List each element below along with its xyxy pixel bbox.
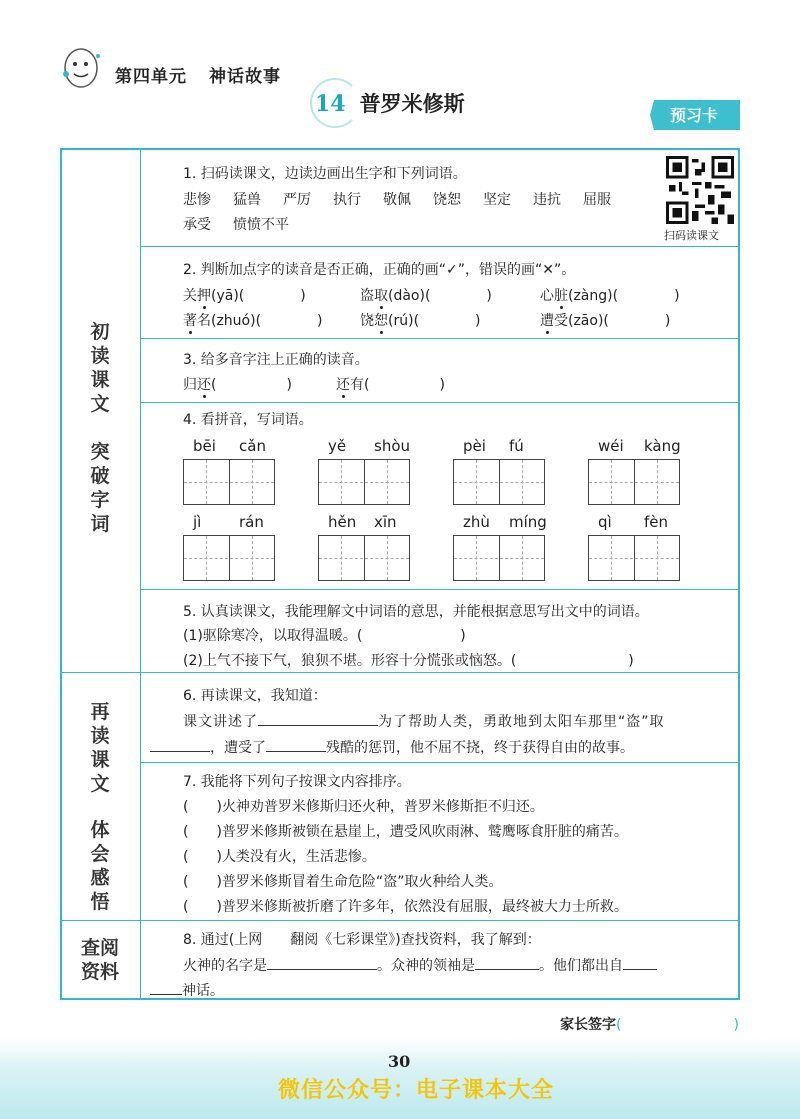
lesson-number: 14 xyxy=(315,91,346,117)
q3-item-1: 归还( ) xyxy=(183,377,292,393)
divider xyxy=(140,589,740,590)
pinyin-label: cǎn xyxy=(239,437,266,455)
q2-item-4: 著名(zhuó)( ) xyxy=(183,313,323,329)
pinyin-label: jì xyxy=(193,513,202,531)
tianzige-grid[interactable] xyxy=(318,459,410,505)
preview-card-label: 预习卡 xyxy=(670,106,719,125)
pinyin-label: bēi xyxy=(193,437,216,455)
word: 承受 xyxy=(183,217,211,233)
q2-item-3: 心脏(zàng)( ) xyxy=(540,288,680,304)
word: 执行 xyxy=(333,192,361,208)
pinyin-label: míng xyxy=(509,513,547,531)
word: 坚定 xyxy=(483,192,511,208)
q8-line-1: 火神的名字是 。众神的领袖是 。他们都出自 xyxy=(183,955,657,976)
q7-item: ( )火神劝普罗米修斯归还火种，普罗米修斯拒不归还。 xyxy=(183,799,544,815)
divider xyxy=(60,672,740,673)
q7-item: ( )普罗米修斯被折磨了许多年，依然没有屈服，最终被大力士所救。 xyxy=(183,899,628,915)
wechat-watermark: 微信公众号：电子课本大全 xyxy=(278,1078,555,1103)
tianzige-grid[interactable] xyxy=(183,535,275,581)
pinyin-label: yě xyxy=(328,437,347,455)
pinyin-label: zhù xyxy=(463,513,490,531)
word: 严厉 xyxy=(283,192,311,208)
q3-prompt: 3. 给多音字注上正确的读音。 xyxy=(183,352,369,368)
section-label-research: 查阅 资料 xyxy=(80,937,119,983)
pinyin-label: fú xyxy=(509,437,524,455)
q4-prompt: 4. 看拼音，写词语。 xyxy=(183,412,313,428)
q6-line-1: 课文讲述了 为了帮助人类，勇敢地到太阳车那里“盗”取 xyxy=(183,711,665,732)
parent-signature: 家长签字( ) xyxy=(560,1017,739,1033)
divider xyxy=(140,246,740,247)
q6-line-2: ，遭受了 残酷的惩罚，他不屈不挠，终于获得自由的故事。 xyxy=(150,737,634,758)
qr-code-icon[interactable] xyxy=(666,156,734,224)
q7-item: ( )人类没有火，生活悲惨。 xyxy=(183,849,376,865)
divider xyxy=(140,402,740,403)
page-number: 30 xyxy=(388,1052,411,1071)
pinyin-label: rán xyxy=(239,513,264,531)
divider xyxy=(140,762,740,763)
tianzige-grid[interactable] xyxy=(588,535,680,581)
q1-words-row2 xyxy=(183,215,311,235)
tianzige-grid[interactable] xyxy=(453,459,545,505)
theme-label: 神话故事 xyxy=(209,67,281,87)
q7-item: ( )普罗米修斯冒着生命危险“盗”取火种给人类。 xyxy=(183,874,503,890)
word: 愤愤不平 xyxy=(233,217,289,233)
q1-prompt: 1. 扫码读课文，边读边画出生字和下列词语。 xyxy=(183,166,467,182)
tianzige-grid[interactable] xyxy=(318,535,410,581)
q2-item-6: 遭受(zāo)( ) xyxy=(540,313,671,329)
pinyin-label: fèn xyxy=(644,513,669,531)
q2-prompt: 2. 判断加点字的读音是否正确，正确的画“✓”，错误的画“✕”。 xyxy=(183,262,576,278)
tianzige-grid[interactable] xyxy=(453,535,545,581)
q2-item-5: 饶恕(rú)( ) xyxy=(360,313,481,329)
lesson-title xyxy=(315,88,465,118)
tianzige-grid[interactable] xyxy=(588,459,680,505)
mascot-icon xyxy=(58,44,104,92)
q7-item: ( )普罗米修斯被锁在悬崖上，遭受风吹雨淋、鹫鹰啄食肝脏的痛苦。 xyxy=(183,824,628,840)
word: 敬佩 xyxy=(383,192,411,208)
q5-line-1: (1)驱除寒冷，以取得温暖。( ) xyxy=(183,628,466,644)
q2-item-1: 关押(yā)( ) xyxy=(183,288,306,304)
tianzige-grid[interactable] xyxy=(183,459,275,505)
section-label-first-read: 初 读 课 文 突 破 字 词 xyxy=(90,321,110,535)
divider xyxy=(140,338,740,339)
qr-caption: 扫码读课文 xyxy=(664,229,719,242)
q3-item-2: 还有( ) xyxy=(336,377,445,393)
q5-line-2: (2)上气不接下气，狼狈不堪。形容十分慌张或恼怒。( ) xyxy=(183,653,634,669)
word: 悲惨 xyxy=(183,192,211,208)
pinyin-label: hěn xyxy=(328,513,357,531)
word: 饶恕 xyxy=(433,192,461,208)
q2-item-2: 盗取(dào)( ) xyxy=(360,288,492,304)
section-divider-vertical xyxy=(140,148,141,1000)
pinyin-label: shòu xyxy=(374,437,411,455)
word: 猛兽 xyxy=(233,192,261,208)
pinyin-label: qì xyxy=(598,513,612,531)
q7-prompt: 7. 我能将下列句子按课文内容排序。 xyxy=(183,774,411,790)
q1-words-row1 xyxy=(183,190,633,210)
pinyin-label: wéi xyxy=(598,437,624,455)
word: 违抗 xyxy=(533,192,561,208)
unit-title xyxy=(115,62,303,87)
pinyin-label: kàng xyxy=(644,437,681,455)
q8-prompt: 8. 通过(上网 翻阅《七彩课堂》)查找资料，我了解到： xyxy=(183,932,541,948)
section-label-reread: 再 读 课 文 体 会 感 悟 xyxy=(90,701,110,913)
pinyin-label: pèi xyxy=(463,437,486,455)
unit-label: 第四单元 xyxy=(115,67,187,87)
word: 屈服 xyxy=(583,192,611,208)
q8-line-2: 神话。 xyxy=(150,980,224,1001)
pinyin-label: xīn xyxy=(374,513,397,531)
divider xyxy=(60,920,740,921)
lesson-name: 普罗米修斯 xyxy=(359,91,465,116)
q5-prompt: 5. 认真读课文，我能理解文中词语的意思，并能根据意思写出文中的词语。 xyxy=(183,604,649,620)
q6-prompt: 6. 再读课文，我知道： xyxy=(183,688,327,704)
